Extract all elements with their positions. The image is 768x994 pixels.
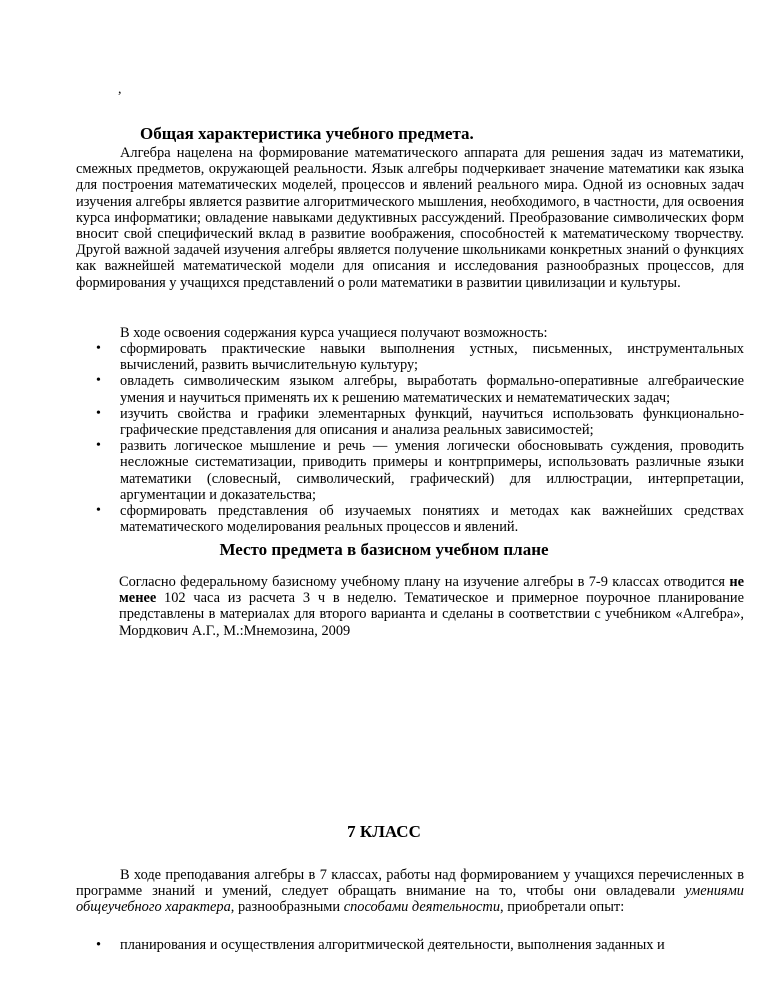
- general-paragraph: Алгебра нацелена на формирование математического аппарата для решения задач из математики, смежных предметов, окружающей реальности. Язык алгебры подчеркивает значение математики как языка для построения математических моделей, процессов и явлений реального мира. Одной из основных задач изучения алгебры является развитие алгоритмического мышления, необходимого, в частности, для освоения курса информатики; овладение навыками дедуктивных рассуждений. Преобразование символических форм вносит свой специфический вклад в развитие воображения, способностей к математическому творчеству. Другой важной задачей изучения алгебры является получение школьниками конкретных знаний о функциях как важнейшей математической модели для описания и исследования разнообразных процессов, для формирования у учащихся представлений о роли математики в развитии цивилизации и культуры.: [76, 145, 744, 291]
- section-title-curriculum: Место предмета в базисном учебном плане: [219, 540, 549, 559]
- curriculum-text-bold: не менее: [119, 574, 744, 607]
- list-item-text: сформировать практические навыки выполнения устных, письменных, инструментальных вычислений, развить вычислительную культуру;: [120, 341, 744, 374]
- opportunities-list: [76, 341, 744, 535]
- grade7-paragraph: [76, 867, 744, 916]
- bullet-icon: •: [96, 937, 102, 953]
- section-title-general: Общая характеристика учебного предмета.: [140, 124, 474, 143]
- curriculum-text-end: 102 часа из расчета 3 ч в неделю. Тематическое и примерное поурочное планирование представлены в материалах для второго варианта и сделаны в соответствии с учебником «Алгебра», Мордкович А.Г., М.:Мнемозина, 2009: [119, 590, 744, 639]
- list-item-text: планирования и осуществления алгоритмической деятельности, выполнения заданных и: [120, 937, 665, 953]
- grade7-text-3: , приобретали опыт:: [500, 899, 625, 916]
- list-item-text: развить логическое мышление и речь — умения логически обосновывать суждения, проводить несложные систематизации, приводить примеры и контрпримеры, использовать различные языки математики (словесный, символический, графический) для иллюстрации, интерпретации, аргументации и доказательства;: [120, 438, 744, 503]
- experience-list: [76, 937, 744, 953]
- section-title-grade7: 7 КЛАСС: [347, 822, 421, 841]
- curriculum-text-start: Согласно федеральному базисному учебному плану на изучение алгебры в 7-9 классах отводится: [119, 574, 730, 590]
- opportunities-intro: В ходе освоения содержания курса учащиеся получают возможность:: [120, 325, 548, 341]
- list-item-text: овладеть символическим языком алгебры, выработать формально-оперативные алгебраические умения и научиться применять их к решению математических и нематематических задач;: [120, 373, 744, 406]
- bullet-icon: •: [96, 373, 101, 389]
- bullet-icon: •: [96, 438, 101, 454]
- curriculum-paragraph: [119, 574, 744, 639]
- grade7-text-2: , разнообразными: [230, 899, 344, 916]
- stray-comma: ,: [118, 82, 122, 97]
- list-item: [76, 341, 744, 373]
- grade7-italic-1: умениями общеучебного характера: [76, 883, 744, 916]
- list-item: [76, 937, 744, 953]
- list-item: [76, 503, 744, 535]
- list-item: [76, 373, 744, 405]
- list-item: [76, 438, 744, 503]
- bullet-icon: •: [96, 503, 101, 519]
- grade7-italic-2: способами деятельности: [343, 899, 501, 916]
- list-item-text: сформировать представления об изучаемых понятиях и методах как важнейших средствах математического моделирования реальных процессов и явлений.: [120, 503, 744, 536]
- bullet-icon: •: [96, 405, 101, 421]
- list-item-text: изучить свойства и графики элементарных функций, научиться использовать функционально-графические представления для описания и анализа реальных зависимостей;: [120, 405, 744, 439]
- bullet-icon: •: [96, 341, 101, 356]
- list-item: [76, 406, 744, 438]
- grade7-text-1: В ходе преподавания алгебры в 7 классах, работы над формированием у учащихся перечисленных в программе знаний и умений, следует обращать внимание на то, чтобы они овладевали: [76, 867, 744, 900]
